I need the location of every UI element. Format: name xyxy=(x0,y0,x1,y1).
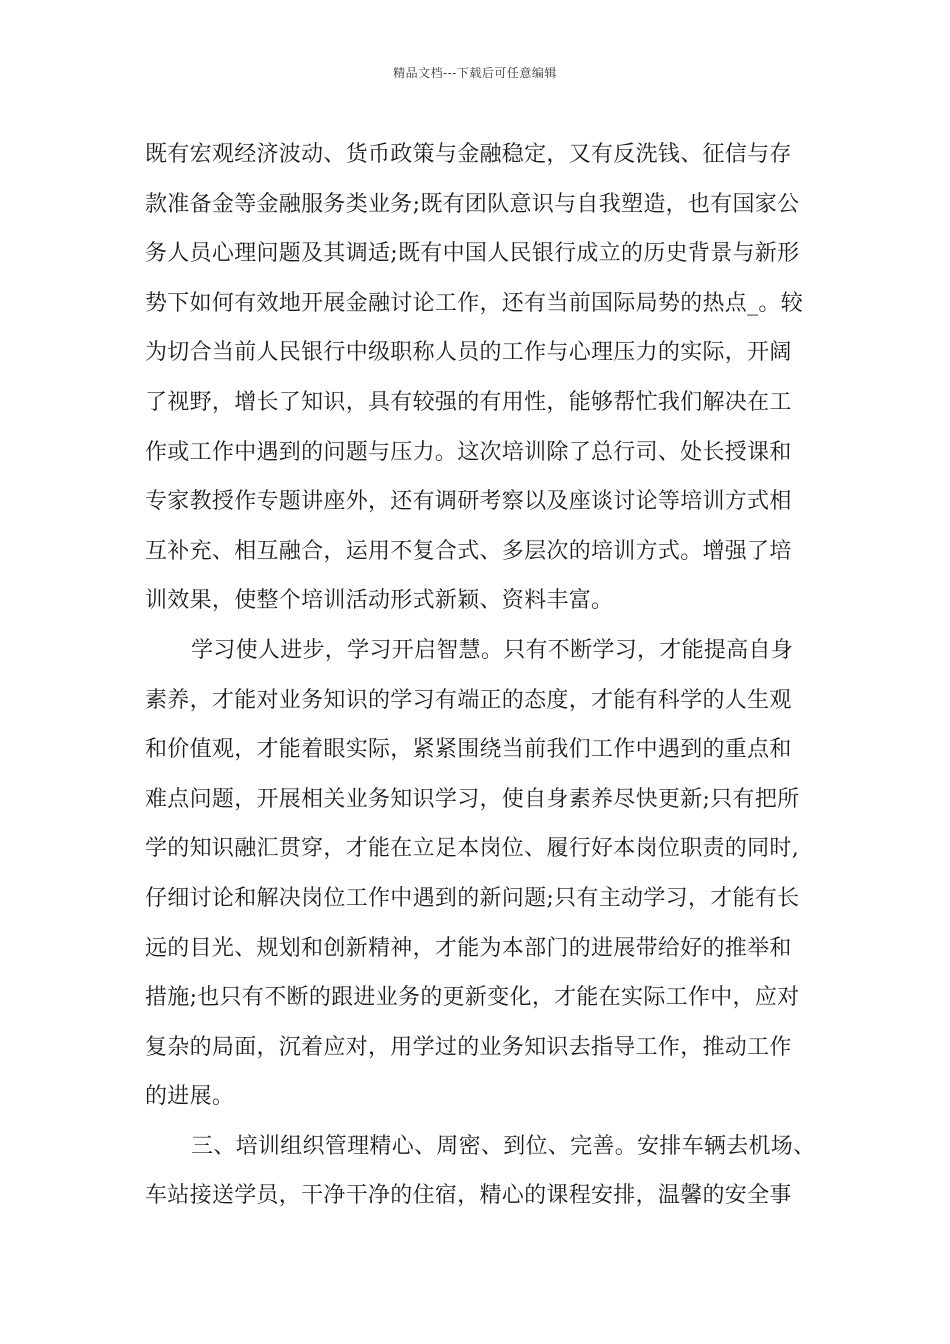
text-line: 款准备金等金融服务类业务;既有团队意识与自我塑造，也有国家公 xyxy=(145,191,800,217)
text-line: 务人员心理问题及其调适;既有中国人民银行成立的历史背景与新形 xyxy=(145,241,800,267)
text-line: 势下如何有效地开展金融讨论工作，还有当前国际局势的热点_。较 xyxy=(145,290,804,316)
paragraph-2 xyxy=(145,626,825,1122)
text-line: 互补充、相互融合，运用不复合式、多层次的培训方式。增强了培 xyxy=(145,538,792,564)
text-line: 作或工作中遇到的问题与压力。这次培训除了总行司、处长授课和 xyxy=(145,439,792,465)
text-line: 难点问题，开展相关业务知识学习，使自身素养尽快更新;只有把所 xyxy=(145,786,800,812)
text-line: 专家教授作专题讲座外，还有调研考察以及座谈讨论等培训方式相 xyxy=(145,489,792,515)
text-line: 了视野，增长了知识，具有较强的有用性，能够帮忙我们解决在工 xyxy=(145,389,792,415)
text-line: 远的目光、规划和创新精神，才能为本部门的进展带给好的推举和 xyxy=(145,935,792,961)
paragraph-3 xyxy=(145,1122,825,1221)
text-line: 车站接送学员，干净干净的住宿，精心的课程安排，温馨的安全事 xyxy=(145,1183,792,1209)
text-line: 和价值观，才能着眼实际，紧紧围绕当前我们工作中遇到的重点和 xyxy=(145,737,792,763)
text-line: 复杂的局面，沉着应对，用学过的业务知识去指导工作，推动工作 xyxy=(145,1034,792,1060)
text-line: 学的知识融汇贯穿，才能在立足本岗位、履行好本岗位职责的同时, xyxy=(145,836,799,862)
text-line: 措施;也只有不断的跟进业务的更新变化，才能在实际工作中，应对 xyxy=(145,985,800,1011)
paragraph-1 xyxy=(145,130,825,626)
text-line: 的进展。 xyxy=(145,1084,235,1110)
document-body xyxy=(145,130,825,1221)
text-line: 仔细讨论和解决岗位工作中遇到的新问题;只有主动学习，才能有长 xyxy=(145,885,800,911)
text-line: 训效果，使整个培训活动形式新颖、资料丰富。 xyxy=(145,588,614,614)
text-line: 学习使人进步，学习开启智慧。只有不断学习，才能提高自身 xyxy=(191,637,794,663)
text-line: 三、培训组织管理精心、周密、到位、完善。安排车辆去机场、 xyxy=(191,1133,816,1159)
page-header: 精品文档---下载后可任意编辑 xyxy=(393,66,557,80)
text-line: 为切合当前人民银行中级职称人员的工作与心理压力的实际，开阔 xyxy=(145,340,792,366)
text-line: 素养，才能对业务知识的学习有端正的态度，才能有科学的人生观 xyxy=(145,687,792,713)
text-line: 既有宏观经济波动、货币政策与金融稳定，又有反洗钱、征信与存 xyxy=(145,142,792,167)
